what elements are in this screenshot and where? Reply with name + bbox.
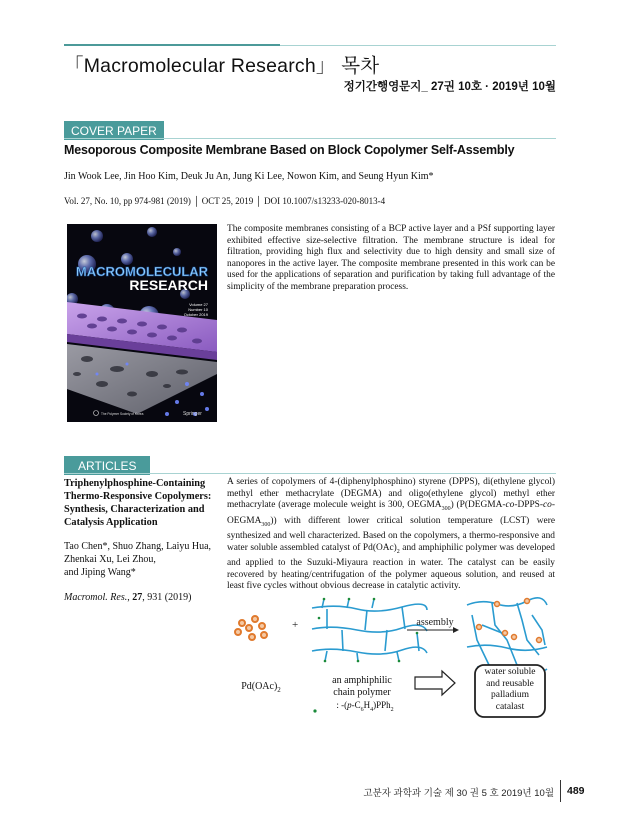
polymer-label-line: chain polymer: [333, 687, 391, 698]
abstract-text: ) (P(DEGMA-: [450, 500, 506, 511]
legend-sub: 4: [370, 706, 374, 713]
article-title: Triphenylphosphine-Containing Thermo-Responsive Copolymers: Synthesis, Characterization and Catalysis Application: [64, 478, 212, 528]
result-label-line: palladium: [491, 690, 529, 700]
assembly-label: assembly: [416, 617, 454, 628]
legend-text: )PPh: [373, 700, 391, 710]
assembled-catalyst-icon: [467, 598, 547, 674]
article-authors-line: Tao Chen*, Shuo Zhang, Laiyu Hua,: [64, 541, 212, 552]
cover-publisher: Springer: [183, 411, 202, 417]
result-label-line: and reusable: [486, 678, 534, 689]
cover-number: Number 10: [188, 307, 208, 312]
cover-title-line1: MACROMOLECULAR: [75, 264, 209, 279]
pd-acetate-icon: [235, 616, 267, 640]
reaction-scheme: [227, 595, 557, 720]
plus-sign: +: [292, 619, 299, 631]
footer-journal: 고분자 과학과 기술 제 30 권 5 호 2019년 10월: [363, 788, 554, 799]
pd-label-sub: 2: [277, 686, 281, 694]
legend-text: p: [347, 700, 352, 710]
cover-title-line2: RESEARCH: [129, 277, 208, 293]
article-authors-line: Zhenkai Xu, Lei Zhou,: [64, 554, 156, 565]
polymer-label: [307, 675, 417, 716]
journal-cover-image: [67, 224, 217, 422]
page-title: 「Macromolecular Research」 목차: [64, 55, 380, 77]
cover-paper-title: Mesoporous Composite Membrane Based on Block Copolymer Self-Assembly: [64, 143, 515, 157]
abstract-italic: co: [505, 500, 515, 511]
hollow-arrow-icon: [415, 671, 455, 695]
pd-label: [231, 681, 291, 696]
section-rule: [64, 473, 556, 474]
citation-rest: , 931 (2019): [142, 592, 192, 603]
ligand-legend: [307, 699, 417, 716]
abstract-text: )) with different lower critical solution temperature (LCST) were synthesized and well characterized. Based on the copolymers, a thermo-responsive and water soluble assembled catalyst of Pd(OAc): [227, 515, 555, 553]
article-authors-line: and Jiping Wang*: [64, 567, 136, 578]
abstract-text: -OEGMA: [227, 500, 555, 526]
legend-text: -C: [351, 700, 361, 710]
arrow-head-icon: [453, 627, 459, 633]
result-label-line: water soluble: [484, 667, 536, 677]
abstract-text: A series of copolymers of 4-(diphenylphosphino) styrene (DPPS), di(ethylene glycol) methyl ether methacrylate (DEGMA) and oligo(ethylene glycol) methyl ether methacrylate (average molecule weight is 300, OEGMA: [227, 477, 555, 511]
issue-info: 정기간행영문지_ 27권 10호 · 2019년 10월: [343, 81, 556, 93]
article-authors: [64, 540, 222, 579]
cover-illustration: [67, 224, 217, 422]
abstract-text: and amphiphilic polymer was developed and applied to the Suzuki-Miyaura reaction in water. The catalyst can be easily recovered by heating/centrifugation of the polymer aqueous solution, and reused at least five cycles without obvious decrease in catalytic activity.: [227, 542, 555, 592]
legend-text: : -(: [336, 700, 348, 710]
header-rule-light: [280, 45, 556, 46]
section-rule: [64, 138, 556, 139]
page-number: 489: [567, 785, 585, 797]
result-label: [475, 667, 545, 713]
cover-paper-abstract: The composite membranes consisting of a BCP active layer and a PSf supporting layer exhibited effective size-selective filtration. The membrane structure is ideal for filtration, providing high flux and selectivity due to high density and small size of nanopores in the active layer. The composite membrane presented in this work can be used for the applications of separation and purification by taking full advantage of the simplicity of the membrane preparation process.: [227, 224, 555, 292]
cover-paper-meta: Vol. 27, No. 10, pp 974-981 (2019) │ OCT 25, 2019 │ DOI 10.1007/s13233-020-8013-4: [64, 196, 386, 206]
citation-journal: Macromol. Res.: [64, 592, 128, 603]
legend-sub: 6: [360, 706, 364, 713]
abstract-sub: 300: [261, 521, 271, 528]
footer-divider: [560, 780, 561, 802]
abstract-sub: 300: [441, 506, 451, 513]
cover-paper-authors: Jin Wook Lee, Jin Hoo Kim, Deuk Ju An, Jung Ki Lee, Nowon Kim, and Seung Hyun Kim*: [64, 171, 434, 182]
section-tag-cover-paper: COVER PAPER: [64, 121, 164, 140]
legend-sub: 2: [390, 706, 394, 713]
abstract-text: -DPPS-: [514, 500, 544, 511]
polymer-label-line: an amphiphilic: [332, 675, 392, 686]
cover-volume: Volume 27: [189, 302, 208, 307]
pd-label-text: Pd(OAc): [241, 681, 278, 692]
header-rule-dark: [64, 44, 280, 46]
citation-sep: ,: [127, 592, 133, 603]
article-abstract: [227, 477, 555, 593]
citation-volume: 27: [132, 592, 143, 603]
article-citation: [64, 592, 191, 603]
abstract-sub: 2: [396, 548, 400, 555]
result-label-line: catalast: [495, 701, 525, 712]
abstract-italic: co: [543, 500, 552, 511]
legend-text: H: [363, 700, 371, 710]
cover-month: October 2019: [183, 312, 208, 317]
section-tag-articles: ARTICLES: [64, 456, 150, 475]
cover-society: The Polymer Society of Korea: [101, 412, 144, 416]
